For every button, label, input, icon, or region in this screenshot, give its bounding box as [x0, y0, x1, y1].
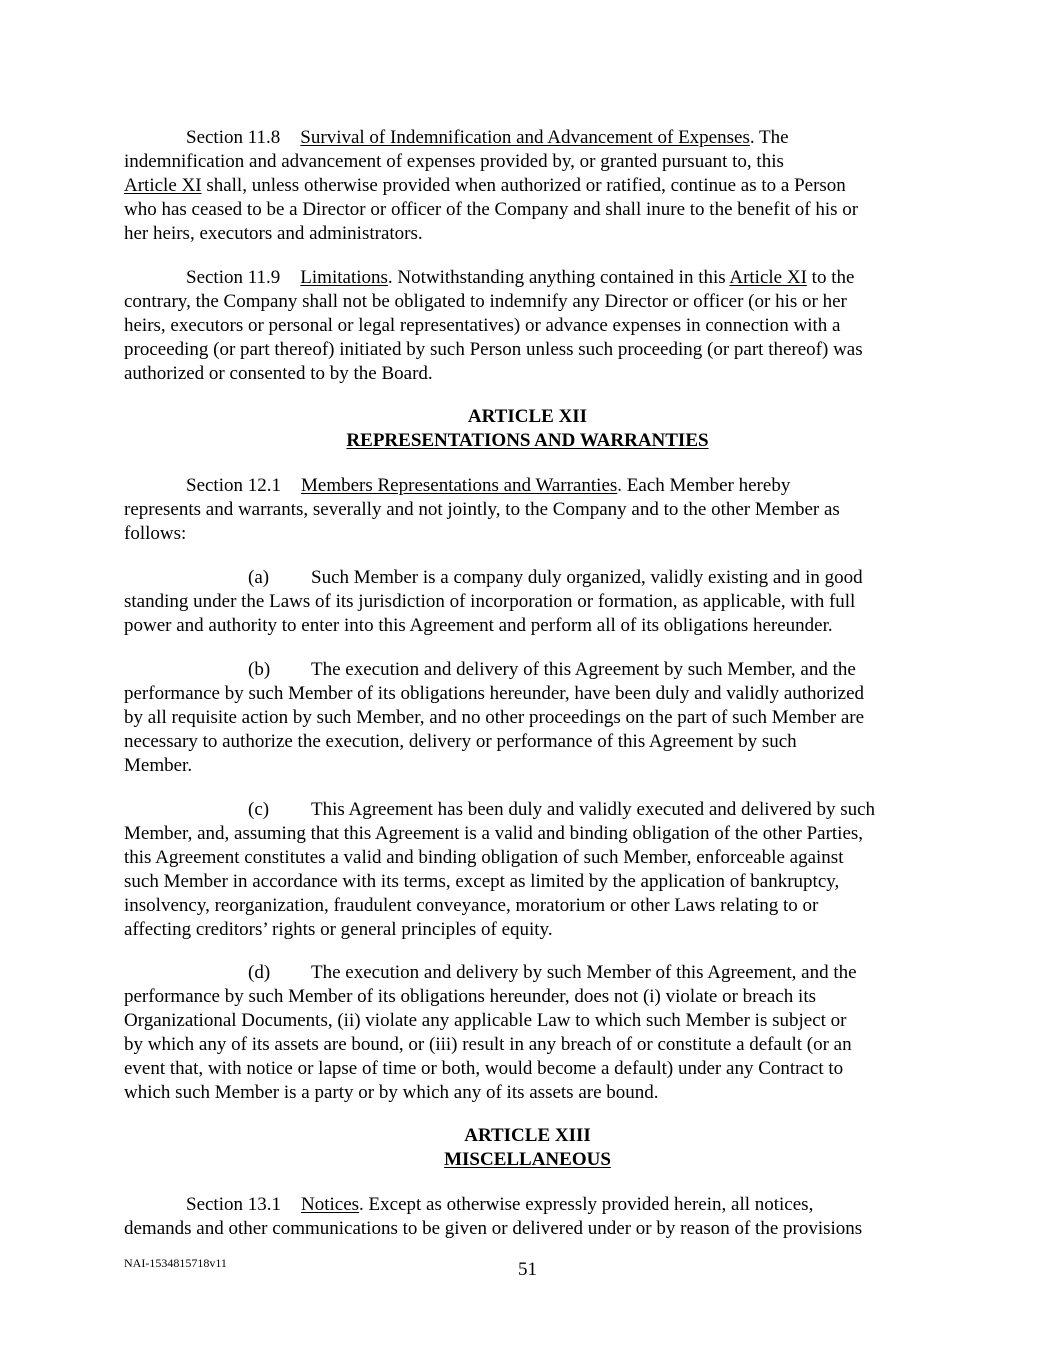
- section-11-9-line-2: contrary, the Company shall not be obligated to indemnify any Director or officer (or his or her: [124, 291, 847, 312]
- clause-label: (c): [248, 799, 270, 820]
- clause-b-line-2: performance by such Member of its obligations hereunder, have been duly and validly authorized: [124, 683, 864, 704]
- section-heading: Limitations: [300, 267, 388, 288]
- section-12-1-line-1: Section 12.1 Members Representations and Warranties. Each Member hereby: [186, 475, 791, 496]
- section-12-1-line-2: represents and warrants, severally and not jointly, to the Company and to the other Member as: [124, 499, 840, 520]
- clause-d-line-2: performance by such Member of its obligations hereunder, does not (i) violate or breach its: [124, 986, 816, 1007]
- section-heading: Survival of Indemnification and Advancement of Expenses: [300, 127, 750, 148]
- section-number: Section 11.8: [186, 127, 281, 148]
- clause-c-line-1: This Agreement has been duly and validly executed and delivered by such: [311, 799, 876, 820]
- section-heading: Members Representations and Warranties: [301, 475, 618, 496]
- section-11-8-line-2: indemnification and advancement of expenses provided by, or granted pursuant to, this: [124, 151, 784, 172]
- clause-label: (b): [248, 659, 271, 680]
- article-subtitle: REPRESENTATIONS AND WARRANTIES: [346, 430, 709, 451]
- section-number: Section 12.1: [186, 475, 281, 496]
- section-number: Section 11.9: [186, 267, 281, 288]
- section-11-9-line-5: authorized or consented to by the Board.: [124, 363, 433, 384]
- section-11-8-line-1: Section 11.8 Survival of Indemnification and Advancement of Expenses. The: [186, 127, 789, 148]
- clause-c-line-5: insolvency, reorganization, fraudulent conveyance, moratorium or other Laws relating to or: [124, 895, 819, 916]
- clause-b-line-3: by all requisite action by such Member, and no other proceedings on the part of such Member are: [124, 707, 865, 728]
- article-title: ARTICLE XII: [467, 406, 588, 427]
- clause-label: (a): [248, 567, 270, 588]
- clause-d-line-1: The execution and delivery by such Member of this Agreement, and the: [311, 962, 857, 983]
- article-title: ARTICLE XIII: [464, 1125, 591, 1146]
- clause-b-line-1: The execution and delivery of this Agreement by such Member, and the: [311, 659, 856, 680]
- section-11-9-line-3: heirs, executors or personal or legal representatives) or advance expenses in connection with a: [124, 315, 841, 336]
- clause-d-line-6: which such Member is a party or by which any of its assets are bound.: [124, 1082, 659, 1103]
- clause-c-line-4: such Member in accordance with its terms, except as limited by the application of bankruptcy,: [124, 871, 840, 892]
- article-subtitle: MISCELLANEOUS: [444, 1149, 611, 1170]
- section-11-8-line-4: who has ceased to be a Director or officer of the Company and shall inure to the benefit of his or: [124, 199, 859, 220]
- clause-d-line-5: event that, with notice or lapse of time or both, would become a default) under any Contract to: [124, 1058, 844, 1079]
- clause-a-line-3: power and authority to enter into this Agreement and perform all of its obligations hereunder.: [124, 615, 833, 636]
- clause-c-line-2: Member, and, assuming that this Agreement is a valid and binding obligation of the other Parties,: [124, 823, 864, 844]
- clause-d-line-3: Organizational Documents, (ii) violate any applicable Law to which such Member is subject or: [124, 1010, 847, 1031]
- page-number: 51: [518, 1259, 537, 1280]
- clause-b-line-4: necessary to authorize the execution, delivery or performance of this Agreement by such: [124, 731, 797, 752]
- document-id: NAI-1534815718v11: [124, 1256, 227, 1270]
- clause-b-line-5: Member.: [124, 755, 193, 776]
- clause-a-line-1: Such Member is a company duly organized, validly existing and in good: [311, 567, 863, 588]
- section-number: Section 13.1: [186, 1194, 281, 1215]
- section-11-9-line-4: proceeding (or part thereof) initiated by such Person unless such proceeding (or part thereof) was: [124, 339, 863, 360]
- section-12-1-line-3: follows:: [124, 523, 187, 544]
- clause-c-line-3: this Agreement constitutes a valid and binding obligation of such Member, enforceable against: [124, 847, 844, 868]
- article-reference: Article XI: [124, 175, 202, 196]
- section-heading: Notices: [301, 1194, 360, 1215]
- clause-label: (d): [248, 962, 271, 983]
- clause-c-line-6: affecting creditors’ rights or general principles of equity.: [124, 919, 553, 940]
- section-11-9-line-1: Section 11.9 Limitations. Notwithstanding anything contained in this Article XI to the: [186, 267, 855, 288]
- clause-a-line-2: standing under the Laws of its jurisdiction of incorporation or formation, as applicable, with full: [124, 591, 856, 612]
- section-13-1-line-1: Section 13.1 Notices. Except as otherwise expressly provided herein, all notices,: [186, 1194, 814, 1215]
- section-13-1-line-2: demands and other communications to be given or delivered under or by reason of the provisions: [124, 1218, 863, 1239]
- clause-d-line-4: by which any of its assets are bound, or (iii) result in any breach of or constitute a default (or an: [124, 1034, 852, 1055]
- section-11-8-line-3: Article XI shall, unless otherwise provided when authorized or ratified, continue as to a Person: [124, 175, 846, 196]
- section-11-8-line-5: her heirs, executors and administrators.: [124, 223, 423, 244]
- article-reference: Article XI: [729, 267, 807, 288]
